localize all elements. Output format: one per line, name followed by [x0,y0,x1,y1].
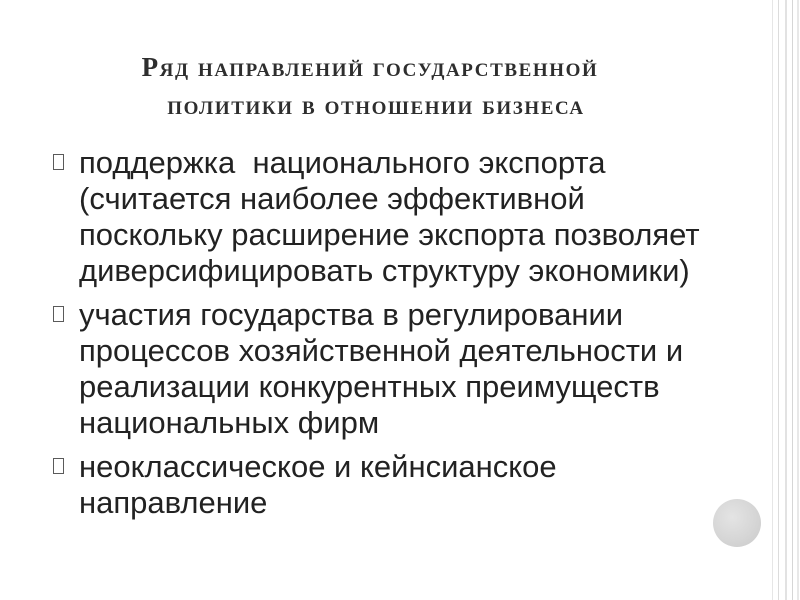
bullet-list [0,145,770,529]
gray-circle-icon [713,499,761,547]
bullet-item [0,145,770,289]
bullet-line: процессов хозяйственной деятельности и [79,333,684,368]
bullet-item [0,449,770,521]
bullet-line: неоклассическое и кейнсианское [79,449,557,484]
slide-title-line-1: Ряд направлений государственной [141,52,599,82]
slide-title-line-2: политики в отношении бизнеса [167,90,585,120]
bullet-text [79,449,770,521]
bullet-line: реализации конкурентных преимуществ [79,369,660,404]
bullet-line: направление [79,485,268,520]
bullet-line: поддержка национального экспорта [79,145,606,180]
bullet-line: участия государства в регулировании [79,297,624,332]
bullet-text [79,145,770,289]
hollow-square-icon [53,306,64,322]
bullet-line: поскольку расширение экспорта позволяет [79,217,700,252]
hollow-square-icon [53,154,64,170]
edge-stripes-decoration [770,0,800,600]
bullet-line: (считается наиболее эффективной [79,181,585,216]
bullet-line: диверсифицировать структуру экономики) [79,253,690,288]
bullet-item [0,297,770,441]
bullet-line: национальных фирм [79,405,380,440]
bullet-text [79,297,770,441]
hollow-square-icon [53,458,64,474]
slide-title [60,48,680,124]
